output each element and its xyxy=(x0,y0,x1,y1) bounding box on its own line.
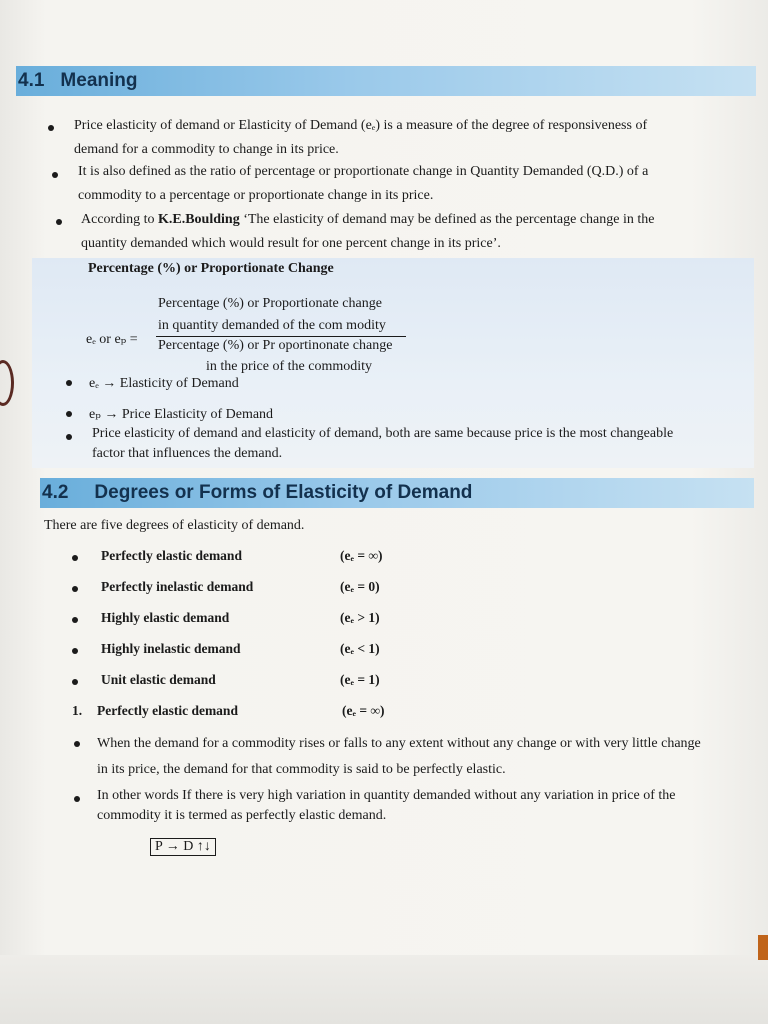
meaning-bullet-3 xyxy=(81,208,654,256)
notation-ed: eₑ → Elasticity of Demand xyxy=(89,376,239,391)
bullet-line: demand for a commodity to change in its price. xyxy=(74,142,339,157)
degree-value: (eₑ = 1) xyxy=(340,672,380,687)
degree-value: (eₑ = ∞) xyxy=(340,548,383,563)
bullet-dot xyxy=(48,125,54,131)
degree-value: (eₑ > 1) xyxy=(340,610,380,625)
bullet-dot xyxy=(74,796,80,802)
bullet-line: When the demand for a commodity rises or falls to any extent without any change or with very little change xyxy=(97,736,701,751)
bullet-line: commodity to a percentage or proportionate change in its price. xyxy=(78,188,434,203)
meaning-bullet-2 xyxy=(78,160,648,208)
bullet-dot xyxy=(56,219,62,225)
bullet-dot xyxy=(74,741,80,747)
subsection-title: Perfectly elastic demand xyxy=(97,703,238,718)
degree-label: Unit elastic demand xyxy=(101,672,216,687)
bullet-line: It is also defined as the ratio of percentage or proportionate change in Quantity Demanded (Q.D.) of a xyxy=(78,164,649,179)
section-number: 4.2 xyxy=(42,482,69,503)
subsection-value: (eₑ = ∞) xyxy=(342,703,385,718)
formula-numerator-1: Percentage (%) or Proportionate change xyxy=(158,296,382,311)
bullet-line: quantity demanded which would result for one percent change in its price’. xyxy=(81,236,501,251)
degrees-intro: There are five degrees of elasticity of demand. xyxy=(44,518,305,533)
subsection-number: 1. xyxy=(72,703,83,718)
bullet-line: Price elasticity of demand and elasticity of demand, both are same because price is the most changeable xyxy=(92,426,674,441)
notation-ep: eₚ → Price Elasticity of Demand xyxy=(89,407,274,422)
page-bottom-shadow xyxy=(0,955,768,1024)
bullet-dot xyxy=(52,172,58,178)
bullet-dot xyxy=(72,617,78,623)
bullet-line: in its price, the demand for that commodity is said to be perfectly elastic. xyxy=(97,762,506,777)
degree-label: Perfectly elastic demand xyxy=(101,548,242,563)
perfect-bullet-1 xyxy=(97,731,701,783)
perfect-bullet-2 xyxy=(97,786,676,826)
same-note xyxy=(92,424,673,464)
formula-denominator-2: in the price of the commodity xyxy=(206,359,373,374)
formula-lhs: eₑ or eₚ = xyxy=(86,332,138,347)
section-title: Meaning xyxy=(60,70,138,91)
formula-denominator-1: Percentage (%) or Pr oportinonate change xyxy=(158,338,393,353)
bullet-dot xyxy=(72,555,78,561)
bullet-dot xyxy=(66,380,72,386)
author-name: K.E.Boulding xyxy=(157,212,240,227)
section-title: Degrees or Forms of Elasticity of Demand xyxy=(94,482,473,503)
degree-label: Highly elastic demand xyxy=(101,610,230,625)
fraction-bar xyxy=(156,336,406,337)
boxed-symbol: P → D ↑↓ xyxy=(150,838,216,856)
degree-value: (eₑ < 1) xyxy=(340,641,380,656)
section-number: 4.1 xyxy=(18,70,45,91)
bullet-line: Price elasticity of demand or Elasticity of Demand (eₑ) is a measure of the degree of responsiveness of xyxy=(74,118,648,133)
bullet-line: In other words If there is very high variation in quantity demanded without any variation in price of the xyxy=(97,788,676,803)
bullet-dot xyxy=(66,411,72,417)
meaning-bullet-1 xyxy=(74,114,647,162)
bullet-line: commodity it is termed as perfectly elastic demand. xyxy=(97,808,387,823)
degree-label: Highly inelastic demand xyxy=(101,641,241,656)
formula-numerator-2: in quantity demanded of the com modity xyxy=(158,318,386,333)
section-4-1-header xyxy=(16,66,756,96)
degree-label: Perfectly inelastic demand xyxy=(101,579,254,594)
formula-title: Percentage (%) or Proportionate Change xyxy=(88,261,334,276)
section-4-2-header xyxy=(40,478,754,508)
bullet-dot xyxy=(72,679,78,685)
bullet-dot xyxy=(72,648,78,654)
degree-value: (eₑ = 0) xyxy=(340,579,380,594)
bullet-dot xyxy=(66,434,72,440)
page-corner-mark xyxy=(758,935,768,960)
bullet-line: factor that influences the demand. xyxy=(92,446,283,461)
bullet-line: According to K.E.Boulding ‘The elasticity of demand may be defined as the percentage change in the xyxy=(81,212,655,227)
bullet-dot xyxy=(72,586,78,592)
